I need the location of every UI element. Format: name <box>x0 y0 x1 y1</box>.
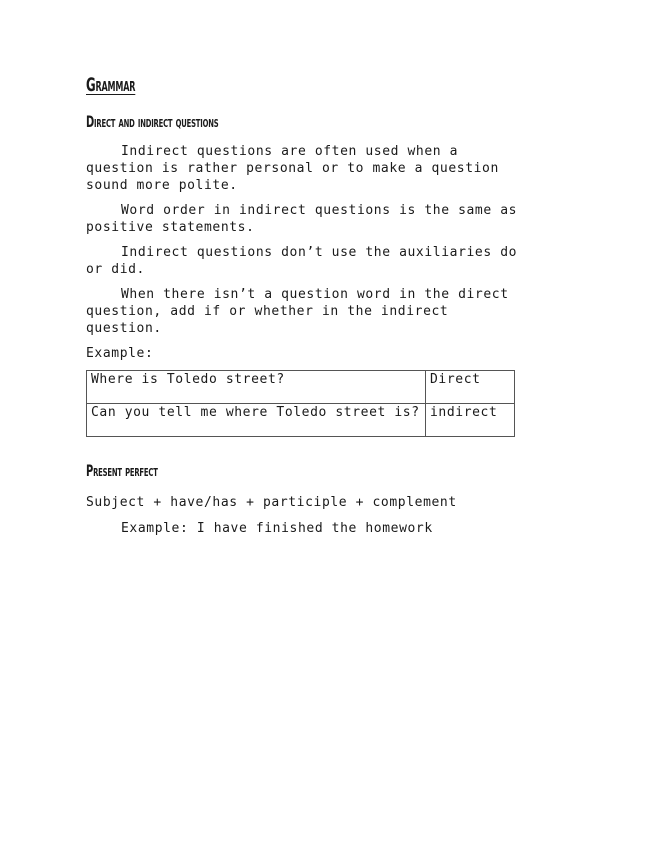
paragraph-4: When there isn’t a question word in the direct question, add if or whether in the indirect question. <box>86 287 509 336</box>
present-perfect-example: Example: I have finished the homework <box>121 521 433 536</box>
questions-table <box>86 370 515 437</box>
paragraph-3: Indirect questions don’t use the auxiliaries do or did. <box>86 245 518 277</box>
example-label: Example: <box>86 346 154 361</box>
table-row <box>87 404 515 437</box>
table-cell-type: indirect <box>426 404 515 437</box>
paragraph-1: Indirect questions are often used when a question is rather personal or to make a question sound more polite. <box>86 144 499 193</box>
table-cell-type: Direct <box>426 371 515 404</box>
document-page <box>86 72 526 537</box>
table-cell-question: Can you tell me where Toledo street is? <box>87 404 426 437</box>
paragraph-2: Word order in indirect questions is the same as positive statements. <box>86 203 518 235</box>
section-title-present-perfect: Present perfect <box>86 461 158 480</box>
grammar-formula: Subject + have/has + participle + complement <box>86 495 457 510</box>
section-title-questions: Direct and indirect questions <box>86 112 219 131</box>
table-cell-question: Where is Toledo street? <box>87 371 426 404</box>
page-title: Grammar <box>86 74 136 96</box>
table-row <box>87 371 515 404</box>
